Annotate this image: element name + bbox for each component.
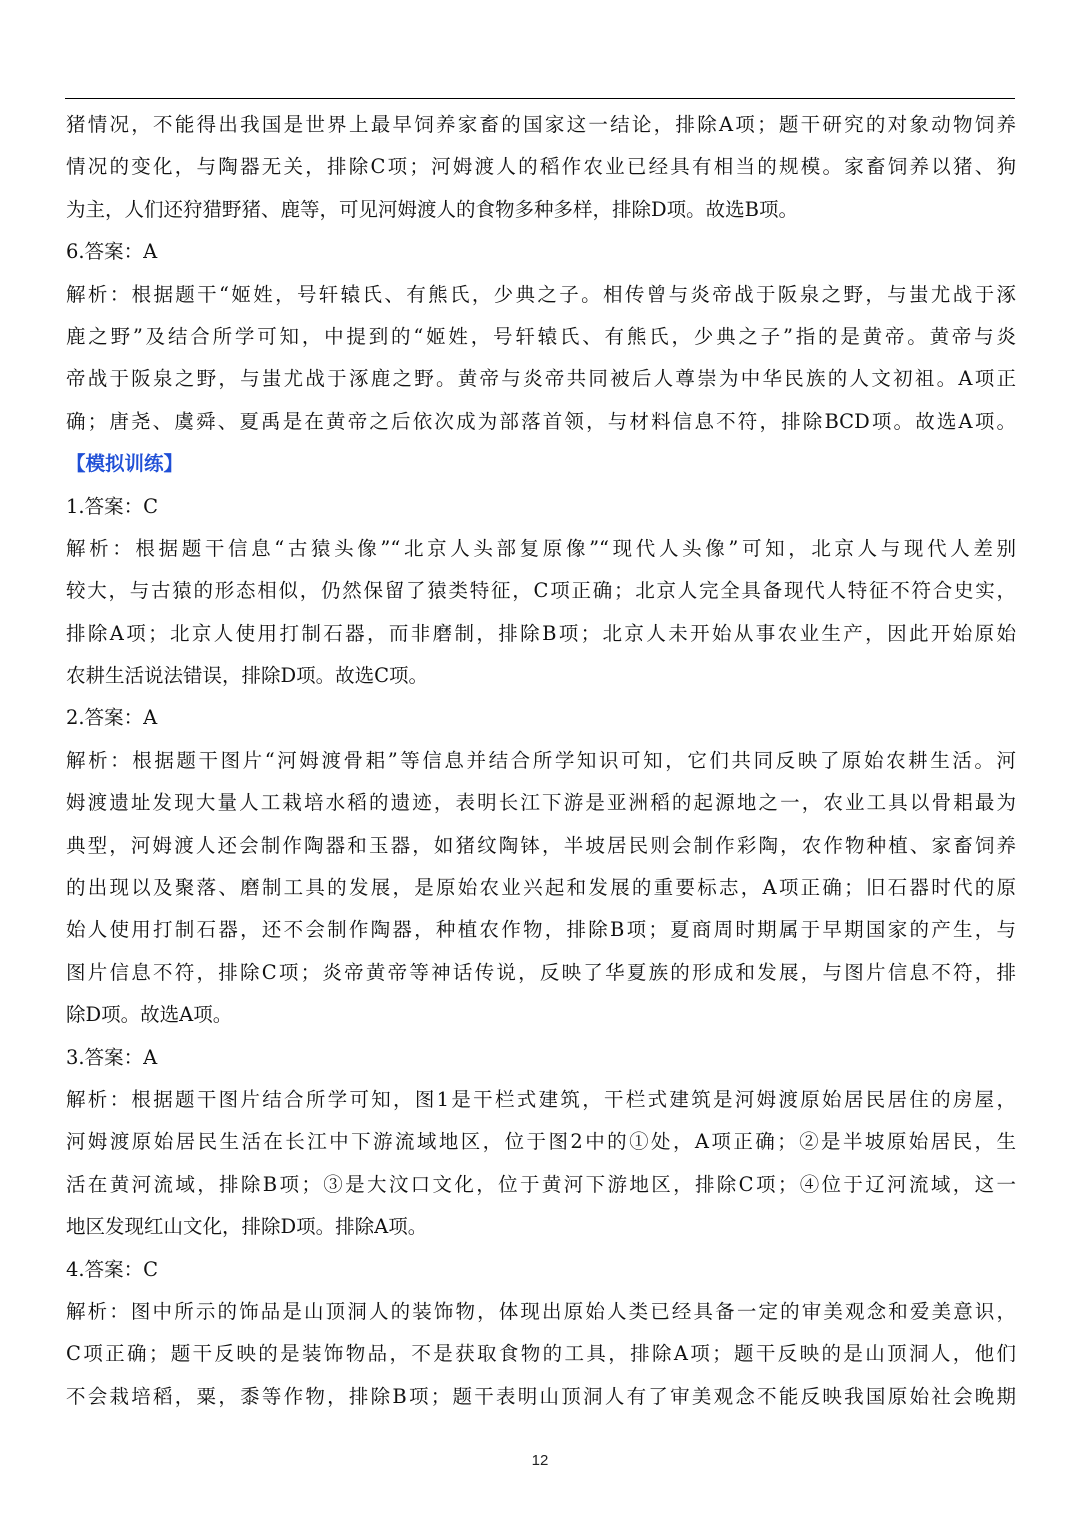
page-number: 12 bbox=[531, 1452, 549, 1469]
document-body bbox=[66, 104, 1016, 1418]
section-heading: 【模拟训练】 bbox=[66, 452, 184, 476]
text-line: 地区发现红山文化，排除D项。排除A项。 bbox=[66, 1215, 428, 1239]
text-line: 确；唐尧、虞舜、夏禹是在黄帝之后依次成为部落首领，与材料信息不符，排除BCD项。故选A项。 bbox=[66, 409, 1016, 433]
text-line: 帝战于阪泉之野，与蚩尤战于涿鹿之野。黄帝与炎帝共同被后人尊崇为中华民族的人文初祖。A项正 bbox=[66, 367, 1016, 391]
text-line: 解析：根据题干图片“河姆渡骨耜”等信息并结合所学知识可知，它们共同反映了原始农耕生活。河 bbox=[66, 748, 1016, 772]
text-line: 解析：根据题干“姬姓，号轩辕氏、有熊氏，少典之子。相传曾与炎帝战于阪泉之野，与蚩尤战于涿 bbox=[66, 282, 1016, 306]
answer-line: 3.答案：A bbox=[66, 1045, 158, 1069]
text-line: 解析：根据题干信息“古猿头像”“北京人头部复原像”“现代人头像”可知，北京人与现代人差别 bbox=[66, 536, 1016, 560]
text-line: 为主，人们还狩猎野猪、鹿等，可见河姆渡人的食物多种多样，排除D项。故选B项。 bbox=[66, 197, 798, 221]
text-line: 河姆渡原始居民生活在长江中下游流域地区，位于图2中的①处，A项正确；②是半坡原始居民，生 bbox=[66, 1130, 1016, 1154]
text-line: 姆渡遗址发现大量人工栽培水稻的遗迹，表明长江下游是亚洲稻的起源地之一，农业工具以骨耜最为 bbox=[66, 791, 1016, 815]
text-line: 除D项。故选A项。 bbox=[66, 1003, 233, 1027]
text-line: 解析：图中所示的饰品是山顶洞人的装饰物，体现出原始人类已经具备一定的审美观念和爱美意识， bbox=[66, 1299, 1016, 1323]
answer-line: 2.答案：A bbox=[66, 706, 158, 730]
text-line: 的出现以及聚落、磨制工具的发展，是原始农业兴起和发展的重要标志，A项正确；旧石器时代的原 bbox=[66, 876, 1016, 900]
answer-line: 1.答案：C bbox=[66, 494, 159, 518]
text-line: 不会栽培稻，粟，黍等作物，排除B项；题干表明山顶洞人有了审美观念不能反映我国原始社会晚期 bbox=[66, 1384, 1016, 1408]
text-line: 农耕生活说法错误，排除D项。故选C项。 bbox=[66, 664, 429, 688]
text-line: 鹿之野”及结合所学可知，中提到的“姬姓，号轩辕氏、有熊氏，少典之子”指的是黄帝。黄帝与炎 bbox=[66, 324, 1016, 348]
text-line: 活在黄河流域，排除B项；③是大汶口文化，位于黄河下游地区，排除C项；④位于辽河流域，这一 bbox=[66, 1172, 1016, 1196]
answer-line: 6.答案：A bbox=[66, 240, 158, 264]
text-line: 猪情况，不能得出我国是世界上最早饲养家畜的国家这一结论，排除A项；题干研究的对象动物饲养 bbox=[66, 113, 1016, 136]
text-line: 图片信息不符，排除C项；炎帝黄帝等神话传说，反映了华夏族的形成和发展，与图片信息不符，排 bbox=[66, 960, 1016, 984]
text-line: 较大，与古猿的形态相似，仍然保留了猿类特征，C项正确；北京人完全具备现代人特征不符合史实， bbox=[66, 579, 1016, 603]
text-line: 情况的变化，与陶器无关，排除C项；河姆渡人的稻作农业已经具有相当的规模。家畜饲养以猪、狗 bbox=[66, 155, 1016, 179]
text-line: 典型，河姆渡人还会制作陶器和玉器，如猪纹陶钵，半坡居民则会制作彩陶，农作物种植、家畜饲养 bbox=[66, 833, 1016, 857]
text-line: 始人使用打制石器，还不会制作陶器，种植农作物，排除B项；夏商周时期属于早期国家的产生，与 bbox=[66, 918, 1016, 942]
text-line: 解析：根据题干图片结合所学可知，图1是干栏式建筑，干栏式建筑是河姆渡原始居民居住的房屋， bbox=[66, 1087, 1016, 1111]
text-line: C项正确；题干反映的是装饰物品，不是获取食物的工具，排除A项；题干反映的是山顶洞人，他们 bbox=[66, 1342, 1016, 1366]
answer-line: 4.答案：C bbox=[66, 1257, 159, 1281]
header-rule bbox=[65, 98, 1015, 99]
text-line: 排除A项；北京人使用打制石器，而非磨制，排除B项；北京人未开始从事农业生产，因此开始原始 bbox=[66, 621, 1016, 645]
